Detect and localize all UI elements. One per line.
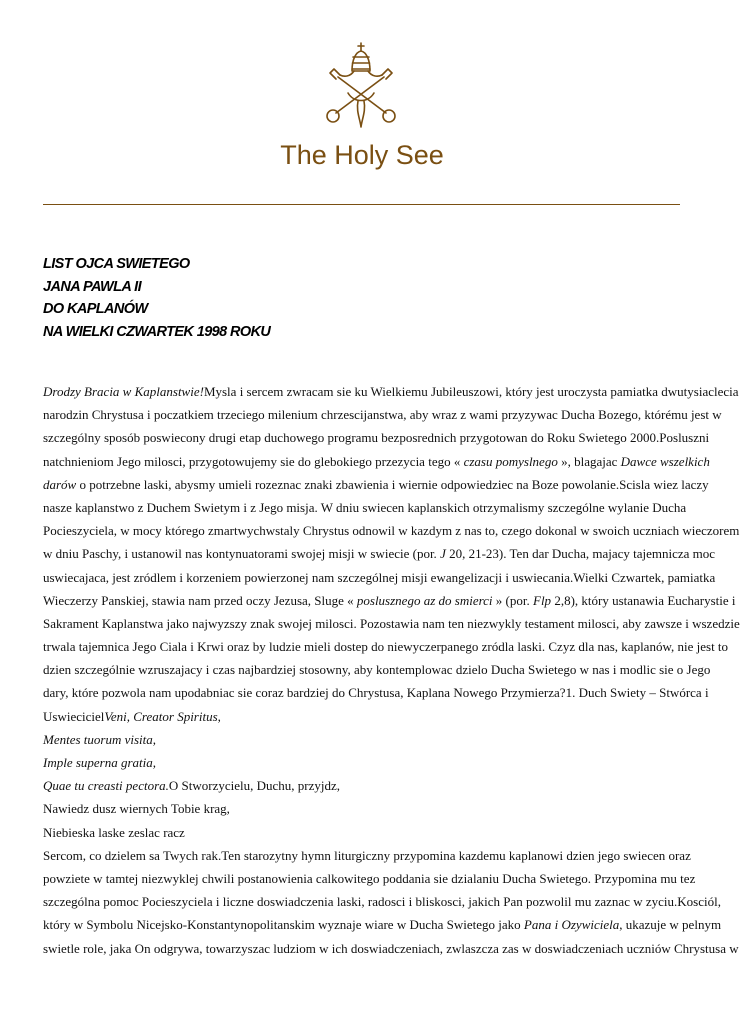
heading-line: NA WIELKI CZWARTEK 1998 ROKU <box>43 323 271 340</box>
body-text-line <box>43 797 683 820</box>
body-text-line <box>43 658 711 681</box>
body-text-line <box>43 774 683 797</box>
body-text-line <box>43 496 687 519</box>
body-text-line <box>43 542 716 565</box>
body-text-line <box>43 612 740 635</box>
body-text-line <box>43 867 696 890</box>
text-segment: w dniu Paschy, i ustanowil nas kontynuatorami swojej misji w swiecie (por. <box>43 546 441 562</box>
body-text-line <box>43 705 683 728</box>
text-segment: Mysla i sercem zwracam sie ku Wielkiemu Jubileuszowi, który jest uroczysta pamiatka dwutysiaclecia <box>203 384 739 399</box>
body-text-line <box>43 844 691 867</box>
text-segment: natchnieniom Jego milosci, przygotowujemy sie do glebokiego przezycia tego « <box>43 453 464 469</box>
text-segment: », blagajac <box>557 453 621 469</box>
text-segment: O Stworzycielu, Duchu, przyjdz, <box>168 778 341 794</box>
text-segment: 2,8), który ustanawia Eucharystie i <box>551 592 736 608</box>
body-text-line <box>43 426 710 449</box>
document-body <box>43 380 740 960</box>
heading-line: JANA PAWLA II <box>43 278 141 295</box>
italic-text: Flp <box>533 592 552 608</box>
text-segment: dary, które pozwola nam upodabniac sie coraz bardziej do Chrystusa, Kaplana Nowego Przymierza?1. Duch Swiety – Stwórca i <box>43 685 709 701</box>
text-segment: dzien szczególnie wzruszajacy i czas najbardziej stosowny, aby kontemplowac dzielo Ducha Swietego w nas i modlic sie o Jego <box>43 662 711 678</box>
italic-text: Dawce wszelkich <box>620 453 710 469</box>
body-text-line <box>43 937 739 960</box>
text-segment: , ukazuje w pelnym <box>619 917 722 933</box>
heading-line: LIST OJCA SWIETEGO <box>43 256 190 272</box>
italic-text: darów <box>43 476 77 492</box>
heading-line: DO KAPLANÓW <box>43 301 148 317</box>
italic-text: J <box>440 546 446 562</box>
body-text-line <box>43 890 721 913</box>
italic-text: Drodzy Bracia w Kaplanstwie! <box>43 384 204 399</box>
site-title: The Holy See <box>280 140 444 170</box>
text-segment: Pocieszyciela, w mocy którego zmartwychwstaly Chrystus odnowil w kazdym z nas to, czego dokonal w swoich uczniach wieczorem <box>43 523 740 539</box>
italic-text: poslusznego az do smierci <box>356 592 493 608</box>
body-text-line <box>43 635 729 658</box>
text-segment: Sakrament Kaplanstwa jako najwyzszy znak swojej milosci. Pozostawia nam ten niezwykly testament milosci, aby zawsze i wszedzie <box>43 615 740 631</box>
text-segment: szczególny sposób poswiecony drugi etap duchowego programu bezposrednich przygotowan do Roku Swietego 2000.Posluszni <box>43 430 710 446</box>
italic-text: Imple superna gratia, <box>43 755 157 770</box>
text-segment: trwala tajemnica Jego Ciala i Krwi oraz by ludzie mieli dostep do niewyczerpanego zródla laski. Czyz dla nas, kaplanów, nie jest to <box>43 639 729 655</box>
text-segment: Niebieska laske zeslac racz <box>43 824 185 840</box>
text-segment: uswiecajaca, jest zródlem i korzeniem powierzonej nam szczególnej misji ewangelizacji i uswiecania.Wielki Czwartek, pamiatka <box>43 569 716 585</box>
text-segment: Uswieciciel <box>43 708 105 724</box>
body-text-line <box>43 821 683 844</box>
body-text-line <box>43 403 722 426</box>
italic-text: Pana i Ozywiciela <box>523 917 620 933</box>
body-text-line <box>43 473 709 496</box>
body-text-line <box>43 728 683 751</box>
document-heading <box>43 253 270 343</box>
text-segment: który w Symbolu Nicejsko-Konstantynopolitanskim wyznaje wiare w Ducha Swietego jako <box>43 917 524 933</box>
text-segment: swietle role, jaka On odgrywa, towarzyszac ludziom w ich doswiadczeniach, zwlaszcza zas w doswiadczeniach uczniów Chrystusa w <box>43 940 739 956</box>
body-text-line <box>43 450 710 473</box>
body-text-line <box>43 751 683 774</box>
text-segment: powziete w tamtej niezwyklej chwili postanowienia calkowitego poddania sie dzialaniu Ducha Swietego. Przypomina mu tez <box>43 870 696 886</box>
body-text-line <box>43 589 736 612</box>
body-text-line <box>43 566 716 589</box>
text-segment: o potrzebne laski, abysmy umieli rozeznac znaki zbawienia i wiernie odpowiedziec na Boze powolanie.Scisla wiez laczy <box>76 476 709 492</box>
body-text-line <box>43 681 709 704</box>
body-text-line <box>43 380 739 403</box>
italic-text: Mentes tuorum visita, <box>43 731 157 747</box>
italic-text: Veni, Creator Spiritus, <box>104 708 221 724</box>
header-divider <box>43 204 680 205</box>
text-segment: narodzin Chrystusa i poczatkiem trzeciego milenium chrzescijanstwa, aby wraz z wami przyzywac Ducha Bozego, którému jest w <box>43 407 722 423</box>
italic-text: Quae tu creasti pectora. <box>43 778 169 794</box>
text-segment: Nawiedz dusz wiernych Tobie krag, <box>43 801 230 817</box>
body-text-line <box>43 519 740 542</box>
text-segment: szczególna pomoc Pocieszyciela i liczne doswiadczenia laski, radosci i bliskosci, jakich Pan pozwolil mu zaznac w zyciu.Kosciól, <box>43 894 721 910</box>
italic-text: czasu pomyslnego <box>463 453 558 469</box>
text-segment: Wieczerzy Panskiej, stawia nam przed oczy Jezusa, Sluge « <box>43 592 357 608</box>
text-segment: Sercom, co dzielem sa Twych rak.Ten starozytny hymn liturgiczny przypomina kazdemu kaplanowi dzien jego swiecen oraz <box>43 847 691 863</box>
text-segment: nasze kaplanstwo z Duchem Swietym i z Jego misja. W dniu swiecen kaplanskich otrzymalismy szczególne wylanie Ducha <box>43 499 687 515</box>
text-segment: 20, 21-23). Ten dar Ducha, majacy tajemnicza moc <box>445 546 716 562</box>
text-segment: » (por. <box>492 592 533 608</box>
body-text-line <box>43 913 722 936</box>
papal-emblem-icon <box>318 41 404 129</box>
